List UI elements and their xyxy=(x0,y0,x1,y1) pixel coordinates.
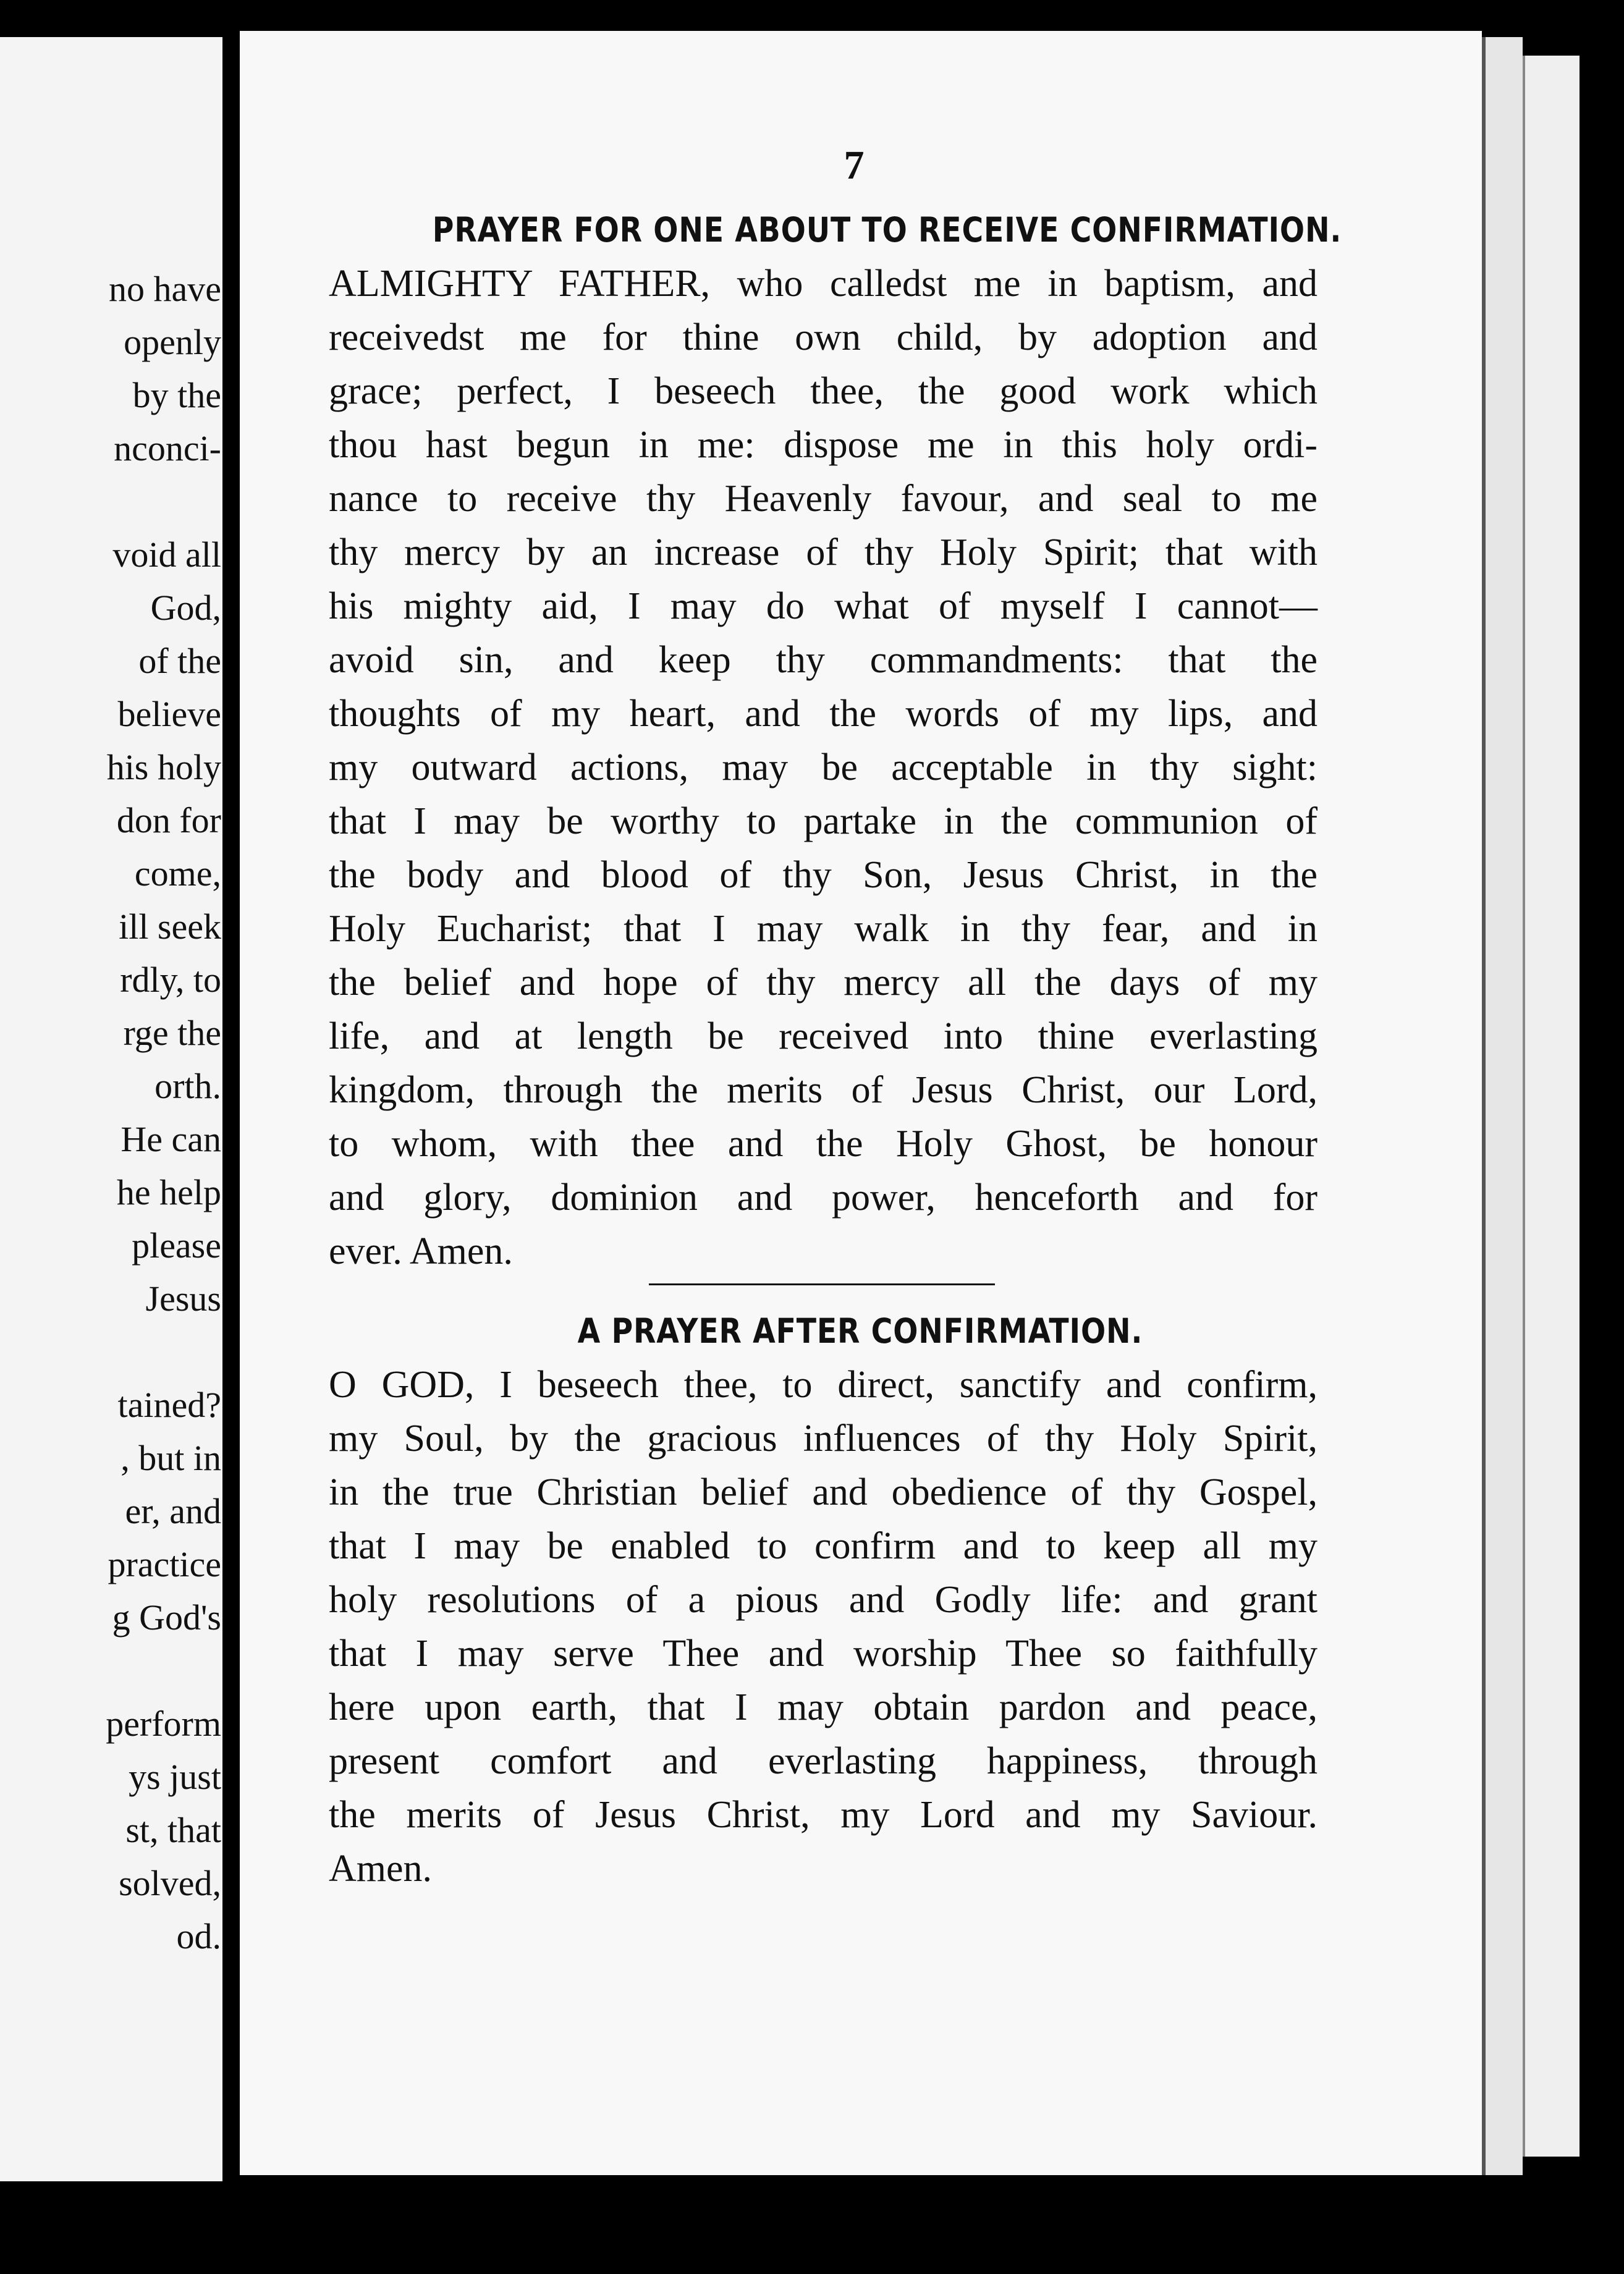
left-line: by the xyxy=(132,375,221,415)
left-line: ill seek xyxy=(119,907,221,947)
section-divider xyxy=(649,1283,995,1285)
left-line xyxy=(0,475,221,528)
left-line: come, xyxy=(134,853,221,894)
text-line: life, and at length be received into thine everlasting xyxy=(329,1015,1317,1057)
left-line: openly xyxy=(124,322,221,362)
text-line: present comfort and everlasting happiness, through xyxy=(329,1740,1317,1782)
text-line: thy mercy by an increase of thy Holy Spirit; that with xyxy=(329,531,1317,573)
left-line: , but in xyxy=(121,1438,221,1478)
left-line: He can xyxy=(121,1119,221,1159)
left-line: solved, xyxy=(119,1863,221,1903)
text-line: his mighty aid, I may do what of myself I cannot— xyxy=(329,585,1317,627)
left-line: rdly, to xyxy=(120,960,221,1000)
text-line: to whom, with thee and the Holy Ghost, be honour xyxy=(329,1123,1317,1165)
text-line: nance to receive thy Heavenly favour, and seal to me xyxy=(329,478,1317,520)
text-line: the merits of Jesus Christ, my Lord and my Saviour. xyxy=(329,1794,1317,1836)
left-line: Jesus xyxy=(145,1279,221,1319)
section-heading: A PRAYER AFTER CONFIRMATION. xyxy=(577,1311,1143,1351)
left-line: his holy xyxy=(106,747,221,787)
text-line: my Soul, by the gracious influences of thy Holy Spirit, xyxy=(329,1418,1317,1460)
text-line: my outward actions, may be acceptable in thy sight: xyxy=(329,746,1317,788)
left-line: please xyxy=(132,1225,221,1266)
page-number: 7 xyxy=(844,143,865,188)
prayer-after-confirmation xyxy=(329,1358,1317,1896)
left-line: rge the xyxy=(123,1013,221,1053)
text-line: the body and blood of thy Son, Jesus Christ, in the xyxy=(329,854,1317,896)
left-line: void all xyxy=(112,535,221,575)
left-line: nconci- xyxy=(114,428,221,468)
book-gutter xyxy=(222,0,240,2274)
left-line: God, xyxy=(150,588,221,628)
text-line: holy resolutions of a pious and Godly life: and grant xyxy=(329,1579,1317,1621)
left-line: od. xyxy=(176,1916,221,1956)
page-edge xyxy=(1523,56,1580,2157)
left-line: don for xyxy=(116,800,221,840)
left-line: perform xyxy=(106,1704,221,1744)
left-line: tained? xyxy=(117,1385,221,1425)
text-line: ever. Amen. xyxy=(329,1230,513,1272)
text-line: here upon earth, that I may obtain pardon and peace, xyxy=(329,1686,1317,1728)
left-line: he help xyxy=(116,1172,221,1212)
left-line: g God's xyxy=(112,1597,221,1638)
text-line: receivedst me for thine own child, by adoption and xyxy=(329,316,1317,358)
left-page xyxy=(0,37,222,2181)
page-edge xyxy=(1482,37,1523,2175)
left-line xyxy=(0,1644,221,1697)
text-line: that I may serve Thee and worship Thee so faithfully xyxy=(329,1633,1317,1675)
text-line: thoughts of my heart, and the words of my lips, and xyxy=(329,693,1317,735)
left-line xyxy=(0,1325,221,1379)
left-line: er, and xyxy=(125,1491,221,1531)
text-line: Holy Eucharist; that I may walk in thy fear, and in xyxy=(329,908,1317,950)
left-line: st, that xyxy=(125,1810,221,1850)
left-line: no have xyxy=(109,269,221,309)
text-line: avoid sin, and keep thy commandments: that the xyxy=(329,639,1317,681)
prayer-before-confirmation xyxy=(329,257,1317,1279)
text-line: O GOD, I beseech thee, to direct, sanctify and confirm, xyxy=(329,1364,1317,1406)
text-line: Amen. xyxy=(329,1848,433,1890)
section-heading: PRAYER FOR ONE ABOUT TO RECEIVE CONFIRMATION. xyxy=(432,210,1342,250)
text-line: the belief and hope of thy mercy all the days of my xyxy=(329,962,1317,1004)
text-line: that I may be enabled to confirm and to keep all my xyxy=(329,1525,1317,1567)
left-line: practice xyxy=(108,1544,221,1584)
text-line: in the true Christian belief and obedience of thy Gospel, xyxy=(329,1471,1317,1513)
left-page-text xyxy=(0,263,221,1963)
text-line: ALMIGHTY FATHER, who calledst me in baptism, and xyxy=(329,263,1317,305)
left-line: of the xyxy=(138,641,221,681)
text-line: and glory, dominion and power, henceforth and for xyxy=(329,1177,1317,1219)
text-line: grace; perfect, I beseech thee, the good work which xyxy=(329,370,1317,412)
left-line: orth. xyxy=(154,1066,221,1106)
page-content xyxy=(329,142,1342,1896)
text-line: thou hast begun in me: dispose me in this holy ordi- xyxy=(329,424,1317,466)
text-line: kingdom, through the merits of Jesus Christ, our Lord, xyxy=(329,1069,1317,1111)
text-line: that I may be worthy to partake in the communion of xyxy=(329,800,1317,842)
left-line: ys just xyxy=(129,1757,221,1797)
left-line: believe xyxy=(117,694,221,734)
